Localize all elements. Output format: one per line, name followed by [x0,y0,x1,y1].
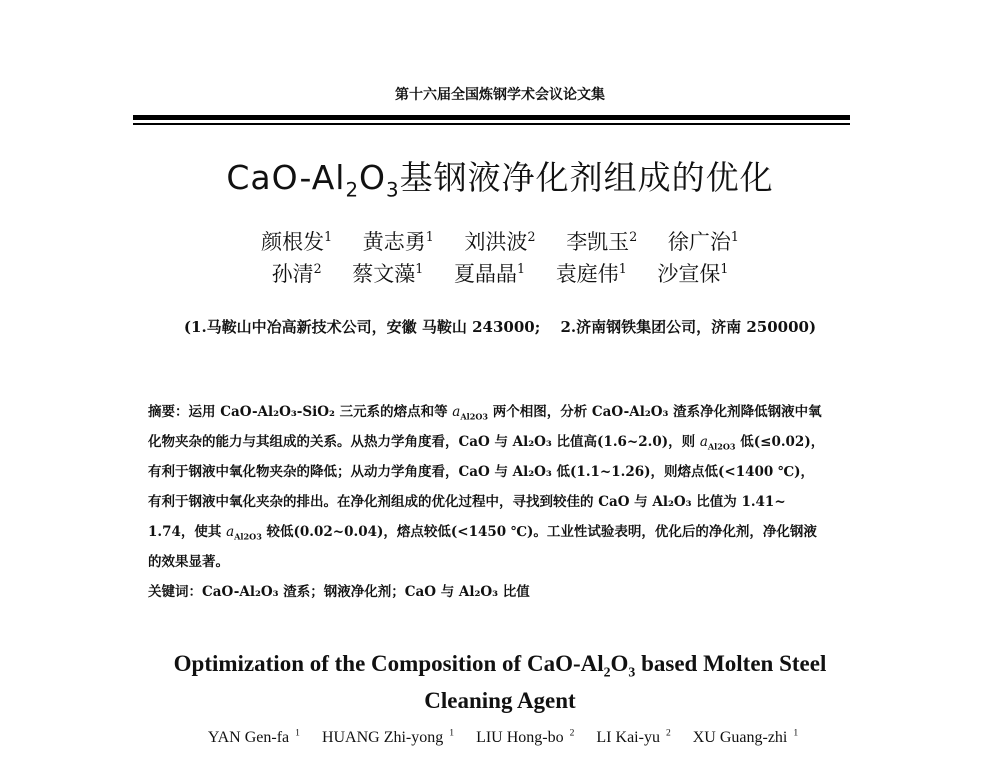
english-author [470,729,574,746]
abstract-text: 低(≤0.02)， [735,434,825,450]
english-author [687,729,798,746]
author-affiliation-mark: 2 [313,261,322,276]
author-name: 沙宣保 [657,262,721,286]
author-name: LI Kai-yu [596,729,660,747]
keywords: 关键词：CaO-Al₂O₃ 渣系；钢液净化剂；CaO 与 Al₂O₃ 比值 [148,584,530,600]
author-name: 夏晶晶 [453,262,517,286]
title-sub: 2 [345,178,360,202]
author-affiliation-mark: 1 [730,229,739,244]
author-name: 徐广治 [667,230,731,254]
author-affiliation-mark: 2 [665,728,671,739]
title-text: O [359,158,387,197]
abstract-text: 摘要：运用 CaO-Al₂O₃-SiO₂ 三元系的熔点和等 [148,404,453,420]
english-author [202,729,300,746]
author-affiliation-mark: 1 [295,728,300,739]
author [454,262,525,286]
english-title-text: based Molten Steel [635,651,827,676]
abstract-line: 的效果显著。 [148,554,229,570]
author [668,230,739,254]
author-name: HUANG Zhi-yong [321,729,444,747]
author-name: 黄志勇 [362,230,426,254]
abstract-line [148,520,848,542]
activity-subscript: Al2O3 [234,531,262,542]
author-affiliation-mark: 2 [629,229,638,244]
author-name: 蔡文藻 [352,262,416,286]
affiliations: (1.马鞍山中冶高新技术公司，安徽 马鞍山 243000; 2.济南钢铁集团公司，济南 250000) [183,318,817,336]
author [363,230,434,254]
author [566,230,637,254]
author-name: LIU Hong-bo [476,729,564,747]
english-title-text: Optimization of the Composition of CaO-Al [173,651,604,676]
header-rule-thin [133,123,850,125]
abstract-line [148,400,848,422]
author-name: 刘洪波 [464,230,528,254]
author-affiliation-mark: 1 [449,728,455,739]
authors-line-1 [0,226,1000,256]
abstract-text: 化物夹杂的能力与其组成的关系。从热力学角度看，CaO 与 Al₂O₃ 比值高(1.6~2.0)，则 [148,434,700,450]
english-title-sub: 3 [628,664,636,680]
author [657,262,728,286]
paper-title [0,152,1000,202]
author [261,230,332,254]
author [352,262,423,286]
activity-symbol: a [699,434,708,450]
author-affiliation-mark: 1 [324,229,333,244]
activity-symbol: a [452,404,461,420]
abstract-line: 有利于钢液中氧化物夹杂的降低；从动力学角度看，CaO 与 Al₂O₃ 低(1.1~1.26)，则熔点低(<1400 ℃)， [148,464,815,480]
author-name: 李凯玉 [566,230,630,254]
author-affiliation-mark: 1 [516,261,525,276]
english-title-sub: 2 [603,664,611,680]
author [556,262,627,286]
abstract-text: 较低(0.02~0.04)，熔点较低(<1450 ℃)。工业性试验表明，优化后的净化剂，净化钢液 [261,524,817,540]
english-title-line-2: Cleaning Agent [424,688,576,713]
author-name: YAN Gen-fa [207,729,290,747]
header-rule-thick [133,115,850,120]
author-name: 袁庭伟 [555,262,619,286]
running-header: 第十六届全国炼钢学术会议论文集 [395,87,605,103]
author [464,230,535,254]
author [272,262,322,286]
author-affiliation-mark: 1 [618,261,627,276]
author-name: XU Guang-zhi [692,729,788,747]
authors-line-2 [0,258,1000,288]
author-affiliation-mark: 1 [425,229,434,244]
author-affiliation-mark: 2 [569,728,575,739]
english-title-text: O [610,651,629,676]
english-author [590,729,670,746]
abstract-line: 有利于钢液中氧化夹杂的排出。在净化剂组成的优化过程中，寻找到较佳的 CaO 与 Al₂O₃ 比值为 1.41~ [148,494,786,510]
title-text: CaO-Al [226,158,346,197]
author-affiliation-mark: 1 [415,261,424,276]
abstract-text: 两个相图，分析 CaO-Al₂O₃ 渣系净化剂降低钢液中氧 [488,404,822,420]
title-sub: 3 [386,178,400,202]
author-name: 颜根发 [261,230,325,254]
abstract-text: 1.74，使其 [148,524,227,540]
author-name: 孙清 [271,262,314,286]
author-affiliation-mark: 2 [527,229,536,244]
english-author [316,729,454,746]
author-affiliation-mark: 1 [720,261,729,276]
english-title-line-1 [0,651,1000,681]
english-authors [0,728,1000,747]
abstract-line [148,430,848,452]
title-text: 基钢液净化剂组成的优化 [399,158,774,197]
author-affiliation-mark: 1 [793,728,799,739]
activity-subscript: Al2O3 [707,441,736,452]
activity-symbol: a [226,524,235,540]
activity-subscript: Al2O3 [460,411,489,422]
